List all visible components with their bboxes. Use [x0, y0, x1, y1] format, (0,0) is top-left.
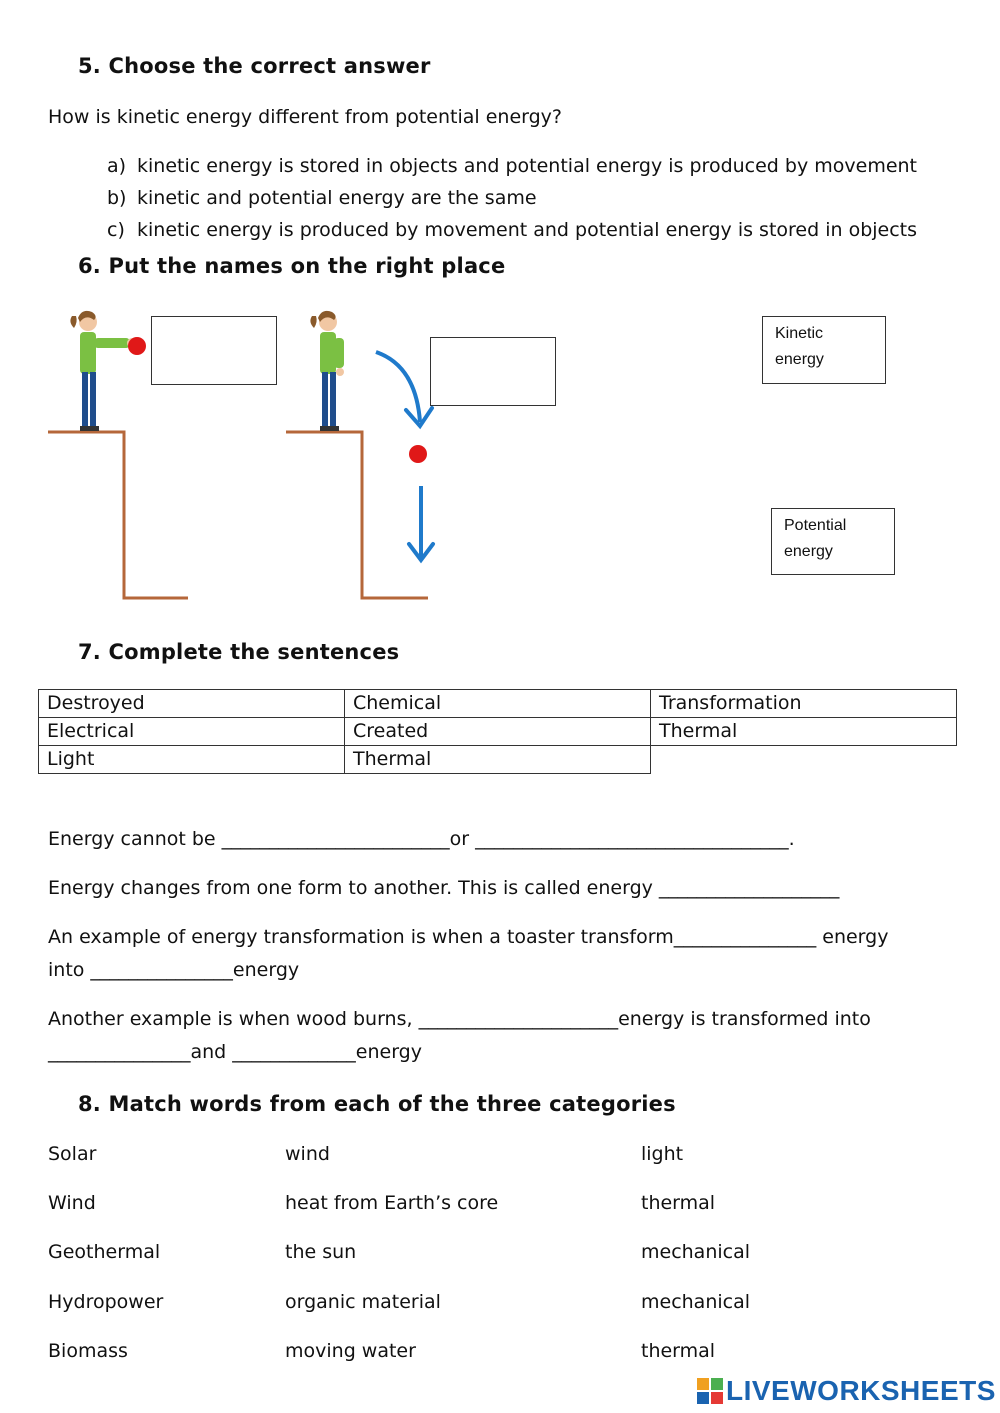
q7-sentence-3-cont[interactable]: into _______________energy: [48, 959, 300, 981]
curved-arrow-icon: [376, 352, 420, 422]
match-source[interactable]: Wind: [48, 1192, 96, 1214]
match-origin[interactable]: organic material: [285, 1291, 441, 1313]
q5-option-c[interactable]: [107, 219, 917, 241]
cliff-right: [286, 432, 428, 598]
match-energy-type[interactable]: thermal: [641, 1192, 716, 1214]
ball-held: [128, 337, 146, 355]
q5-question: How is kinetic energy different from potential energy?: [48, 106, 563, 128]
match-source[interactable]: Solar: [48, 1143, 97, 1165]
match-source[interactable]: Biomass: [48, 1340, 128, 1362]
option-text: kinetic energy is stored in objects and potential energy is produced by movement: [137, 155, 918, 177]
match-origin[interactable]: the sun: [285, 1241, 357, 1263]
q5-heading: 5. Choose the correct answer: [78, 54, 431, 78]
q7-sentence-4[interactable]: Another example is when wood burns, _____________________energy is transformed into: [48, 1008, 871, 1030]
word-bank-cell: Created: [345, 718, 651, 746]
word-bank-cell: Destroyed: [39, 690, 345, 718]
q5-option-b[interactable]: [107, 187, 537, 209]
q6-heading: 6. Put the names on the right place: [78, 254, 506, 278]
word-line1: Kinetic: [775, 325, 824, 342]
option-text: kinetic energy is produced by movement and potential energy is stored in objects: [137, 219, 918, 241]
q5-option-a[interactable]: [107, 155, 917, 177]
word-line2: energy: [784, 543, 833, 560]
match-origin[interactable]: heat from Earth’s core: [285, 1192, 499, 1214]
girl-holding-ball: [70, 311, 137, 431]
match-source[interactable]: Hydropower: [48, 1291, 164, 1313]
option-label: b): [107, 187, 127, 209]
match-energy-type[interactable]: mechanical: [641, 1241, 751, 1263]
drop-box-2[interactable]: [430, 337, 556, 406]
q7-sentence-4-cont[interactable]: _______________and _____________energy: [48, 1041, 422, 1063]
word-bank-empty-cell: [651, 746, 957, 774]
word-bank-cell: Thermal: [651, 718, 957, 746]
word-line1: Potential: [784, 517, 847, 534]
match-energy-type[interactable]: light: [641, 1143, 684, 1165]
q8-heading: 8. Match words from each of the three categories: [78, 1092, 676, 1116]
match-energy-type[interactable]: thermal: [641, 1340, 716, 1362]
match-origin[interactable]: wind: [285, 1143, 330, 1165]
word-bank-cell: Electrical: [39, 718, 345, 746]
cliff-left: [48, 432, 188, 598]
word-bank-row: [39, 746, 957, 774]
word-bank-cell: Thermal: [345, 746, 651, 774]
drop-box-1[interactable]: [151, 316, 277, 385]
word-bank-cell: Light: [39, 746, 345, 774]
match-origin[interactable]: moving water: [285, 1340, 416, 1362]
word-bank-table: [38, 689, 957, 774]
word-bank-row: [39, 718, 957, 746]
word-bank-cell: Transformation: [651, 690, 957, 718]
liveworksheets-logo-text[interactable]: LIVEWORKSHEETS: [726, 1375, 996, 1406]
q7-sentence-2[interactable]: Energy changes from one form to another. This is called energy ___________________: [48, 877, 840, 899]
option-label: a): [107, 155, 127, 177]
word-bank-cell: Chemical: [345, 690, 651, 718]
liveworksheets-logo-icon: [697, 1378, 723, 1404]
word-bank-row: [39, 690, 957, 718]
word-potential-energy[interactable]: [771, 508, 895, 575]
q7-sentence-3[interactable]: An example of energy transformation is when a toaster transform_______________ energy: [48, 926, 889, 948]
option-label: c): [107, 219, 125, 241]
girl-dropped-ball: [310, 311, 344, 431]
option-text: kinetic and potential energy are the same: [137, 187, 537, 209]
ball-falling: [409, 445, 427, 463]
q7-sentence-1[interactable]: Energy cannot be ________________________or _________________________________.: [48, 828, 795, 850]
word-line2: energy: [775, 351, 824, 368]
match-source[interactable]: Geothermal: [48, 1241, 161, 1263]
word-kinetic-energy[interactable]: [762, 316, 886, 384]
q7-heading: 7. Complete the sentences: [78, 640, 400, 664]
match-energy-type[interactable]: mechanical: [641, 1291, 751, 1313]
